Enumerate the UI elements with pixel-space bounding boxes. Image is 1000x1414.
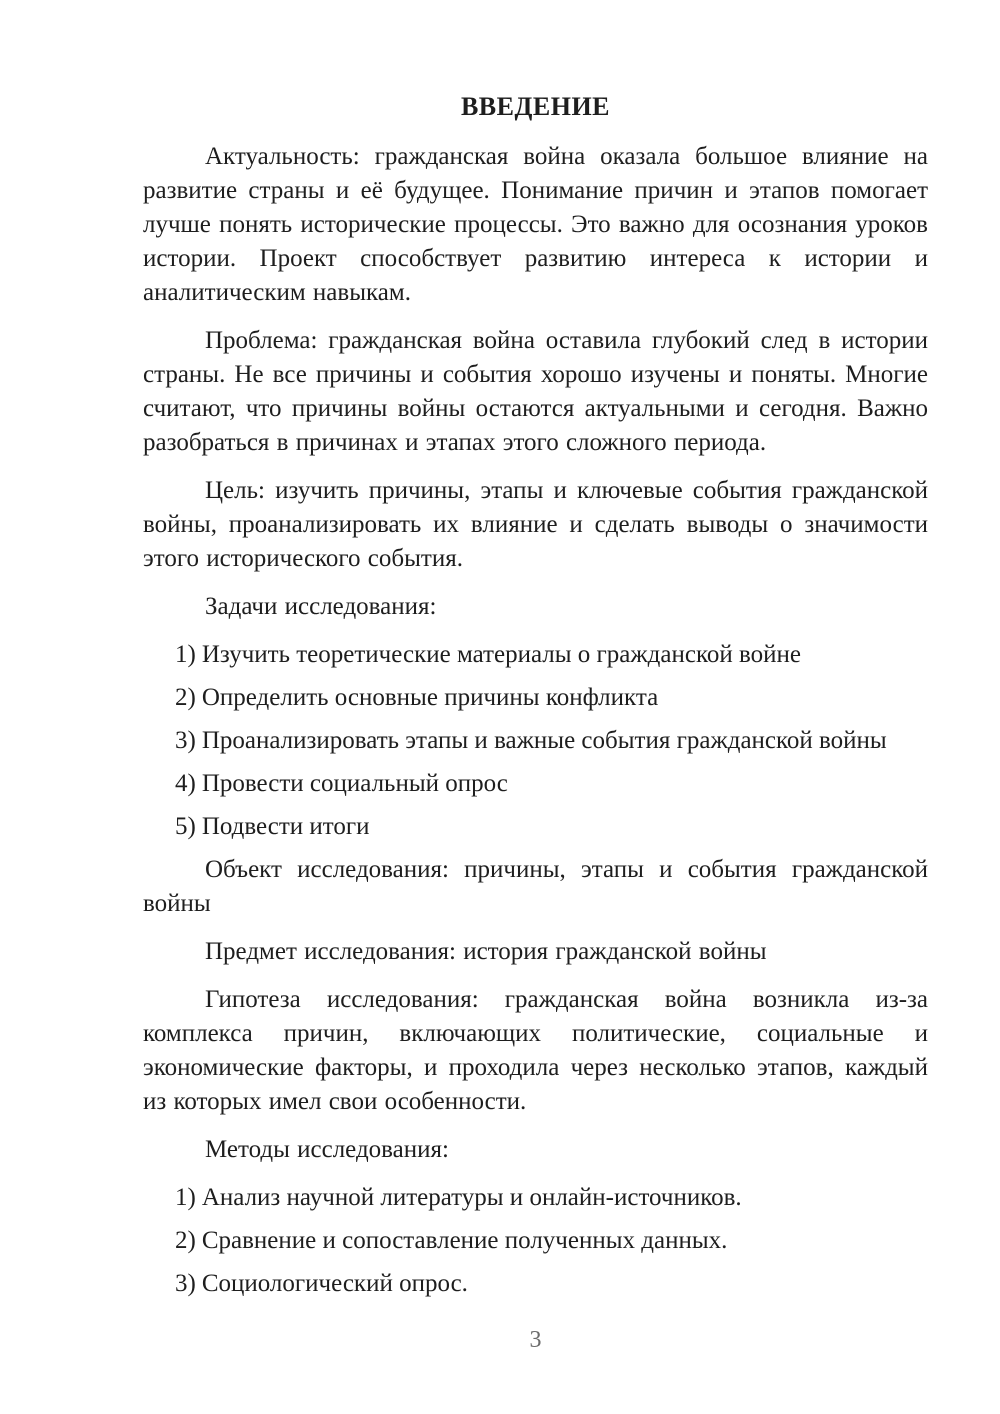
- list-marker: 2): [175, 684, 196, 711]
- paragraph: Гипотеза исследования: гражданская война возникла из-за комплекса причин, включающих политические, социальные и экономические факторы, и проходила через несколько этапов, каждый из которых имел свои особенности.: [143, 986, 928, 1115]
- paragraph: Методы исследования:: [205, 1136, 449, 1163]
- list-text: Сравнение и сопоставление полученных данных.: [201, 1227, 728, 1254]
- list-item: [175, 724, 928, 758]
- list-marker: 1): [175, 641, 196, 668]
- paragraph: Проблема: гражданская война оставила глубокий след в истории страны. Не все причины и события хорошо изучены и поняты. Многие считают, что причины войны остаются актуальными и сегодня. Важно разобраться в причинах и этапах этого сложного периода.: [143, 327, 928, 456]
- list-text: Изучить теоретические материалы о гражданской войне: [201, 641, 801, 668]
- list-item: [175, 767, 928, 801]
- list-text: Определить основные причины конфликта: [201, 684, 659, 711]
- list-marker: 3): [175, 1270, 196, 1297]
- paragraph: Цель: изучить причины, этапы и ключевые события гражданской войны, проанализировать их влияние и сделать выводы о значимости этого исторического события.: [143, 477, 928, 572]
- list-text: Социологический опрос.: [201, 1270, 468, 1297]
- list-item: [175, 1267, 928, 1301]
- list-item: [175, 1224, 928, 1258]
- list-item: [175, 1181, 928, 1215]
- page-title: ВВЕДЕНИЕ: [460, 92, 611, 121]
- list-item: [175, 638, 928, 672]
- list-text: Провести социальный опрос: [201, 770, 508, 797]
- list-item: [175, 681, 928, 715]
- list-marker: 1): [175, 1184, 196, 1211]
- list-text: Подвести итоги: [201, 813, 370, 840]
- list-text: Анализ научной литературы и онлайн-источников.: [201, 1184, 742, 1211]
- list-text: Проанализировать этапы и важные события гражданской войны: [201, 727, 887, 754]
- paragraph: Задачи исследования:: [205, 593, 437, 620]
- document-body: [143, 140, 928, 1301]
- list-marker: 4): [175, 770, 196, 797]
- list-marker: 3): [175, 727, 196, 754]
- page-number: 3: [529, 1327, 542, 1353]
- list-marker: 2): [175, 1227, 196, 1254]
- list-marker: 5): [175, 813, 196, 840]
- paragraph: Актуальность: гражданская война оказала большое влияние на развитие страны и её будущее. Понимание причин и этапов помогает лучше понять исторические процессы. Это важно для осознания уроков истории. Проект способствует развитию интереса к истории и аналитическим навыкам.: [143, 143, 928, 306]
- paragraph: Объект исследования: причины, этапы и события гражданской войны: [143, 856, 928, 917]
- paragraph: Предмет исследования: история гражданской войны: [205, 938, 767, 965]
- list-item: [175, 810, 928, 844]
